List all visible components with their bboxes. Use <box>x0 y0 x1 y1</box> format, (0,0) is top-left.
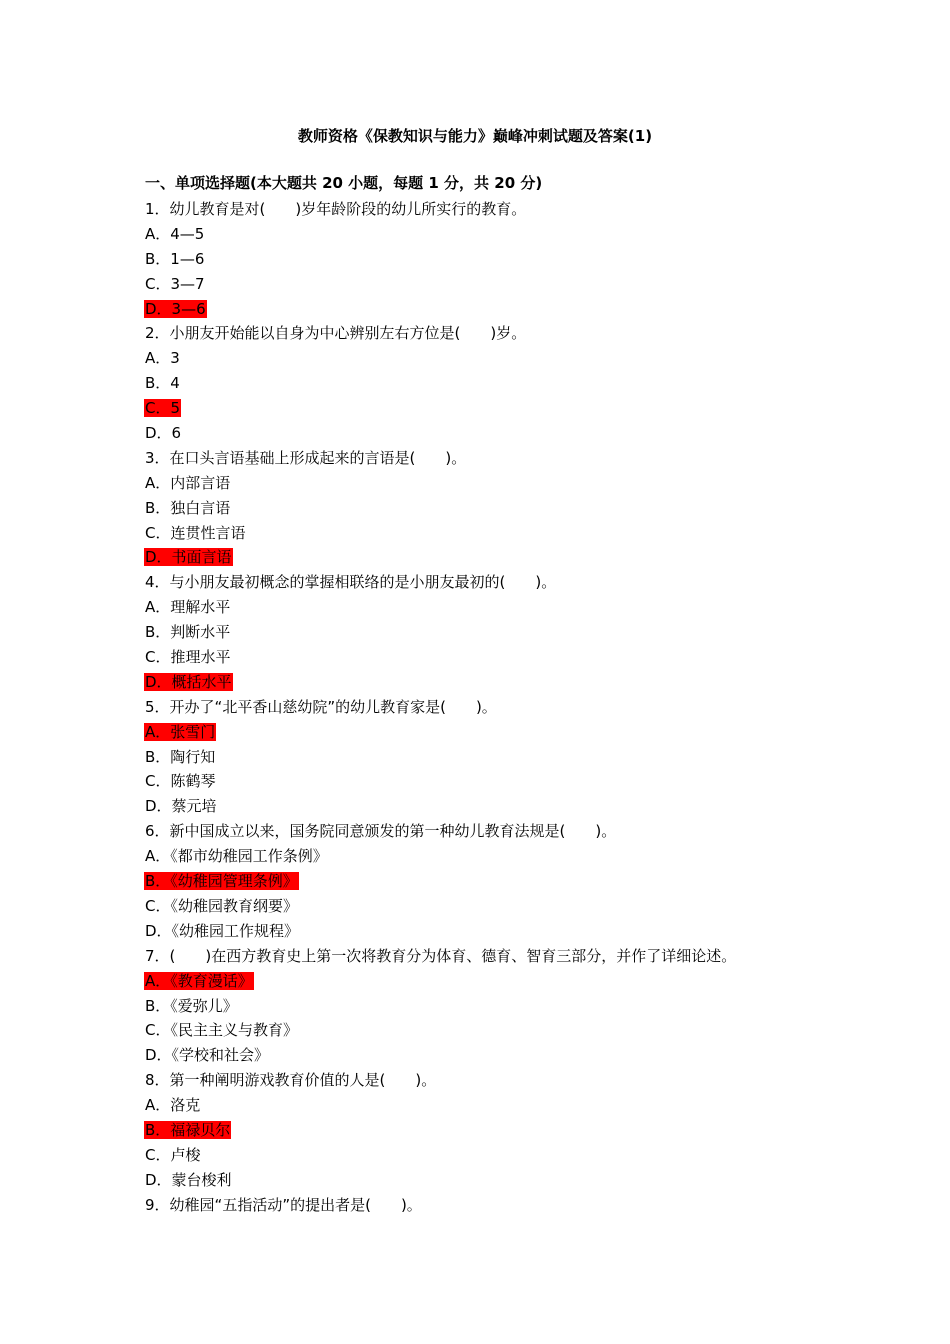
answer-option-text: A．张雪门 <box>145 722 216 741</box>
answer-option <box>144 969 844 994</box>
answer-option-text: D．概括水平 <box>145 672 232 691</box>
option <box>144 769 844 794</box>
answer-option <box>144 1118 844 1143</box>
option-text: B．独白言语 <box>145 498 231 517</box>
option-text: D．蒙台梭利 <box>145 1170 232 1189</box>
question-stem <box>144 1068 844 1093</box>
option <box>144 745 844 770</box>
answer-option <box>144 545 844 570</box>
option-text: B．判断水平 <box>145 623 231 642</box>
answer-option <box>144 720 844 745</box>
question-stem-text: 8．第一种阐明游戏教育价值的人是( )。 <box>145 1071 437 1090</box>
question-stem-text: 1．幼儿教育是对( )岁年龄阶段的幼儿所实行的教育。 <box>145 200 527 218</box>
document-title: 教师资格《保教知识与能力》巅峰冲刺试题及答案(1) <box>297 127 653 145</box>
answer-option <box>144 869 844 894</box>
option <box>144 1093 844 1118</box>
option-text: C．推理水平 <box>145 648 231 667</box>
question-stem <box>144 695 844 720</box>
option-text: A．《都市幼稚园工作条例》 <box>145 847 328 866</box>
option-text: D．蔡元培 <box>145 797 217 816</box>
option-text: D．6 <box>145 424 182 443</box>
option-text: C．3—7 <box>145 274 205 293</box>
answer-option-text: A．《教育漫话》 <box>145 971 253 990</box>
answer-option-text: C．5 <box>145 399 181 418</box>
question-stem-text: 2．小朋友开始能以自身为中心辨别左右方位是( )岁。 <box>145 324 527 343</box>
question-stem-text: 6．新中国成立以来，国务院同意颁发的第一种幼儿教育法规是( )。 <box>145 822 617 841</box>
answer-option <box>144 297 844 322</box>
question-stem <box>144 570 844 595</box>
question-stem <box>144 446 844 471</box>
option <box>144 620 844 645</box>
question-stem <box>144 321 844 346</box>
option <box>144 346 844 371</box>
question-stem-text: 7．( )在西方教育史上第一次将教育分为体育、德育、智育三部分，并作了详细论述。 <box>145 946 737 965</box>
option <box>144 496 844 521</box>
option <box>144 595 844 620</box>
option <box>144 1043 844 1068</box>
option-text: C．陈鹤琴 <box>145 772 216 791</box>
option <box>144 844 844 869</box>
option-text: B．4 <box>145 374 180 393</box>
question-stem <box>144 944 844 969</box>
option <box>144 894 844 919</box>
option-text: A．洛克 <box>145 1096 201 1115</box>
question-list <box>144 197 844 1218</box>
question-stem-text: 9．幼稚园“五指活动”的提出者是( )。 <box>145 1195 422 1214</box>
answer-option <box>144 670 844 695</box>
question-stem-text: 4．与小朋友最初概念的掌握相联络的是小朋友最初的( )。 <box>145 573 557 592</box>
option <box>144 222 844 247</box>
option-text: A．理解水平 <box>145 598 231 617</box>
option <box>144 421 844 446</box>
option <box>144 994 844 1019</box>
option-text: C．《幼稚园教育纲要》 <box>145 896 298 915</box>
answer-option-text: D．书面言语 <box>145 548 232 567</box>
question-stem <box>144 819 844 844</box>
option <box>144 272 844 297</box>
option <box>144 1018 844 1043</box>
option-text: A．内部言语 <box>145 473 231 492</box>
option <box>144 371 844 396</box>
option-text: C．《民主主义与教育》 <box>145 1021 298 1040</box>
section-heading: 一、单项选择题(本大题共 20 小题，每题 1 分，共 20 分) <box>145 174 543 192</box>
question-stem-text: 3．在口头言语基础上形成起来的言语是( )。 <box>145 448 467 467</box>
option <box>144 919 844 944</box>
option-text: B．1—6 <box>145 249 205 268</box>
option <box>144 645 844 670</box>
option-text: C．连贯性言语 <box>145 523 246 542</box>
option <box>144 471 844 496</box>
option <box>144 1143 844 1168</box>
question-stem <box>144 1193 844 1218</box>
question-stem <box>144 197 844 222</box>
answer-option-text: D．3—6 <box>145 299 206 318</box>
option-text: A．3 <box>145 349 180 368</box>
option <box>144 247 844 272</box>
option-text: D．《幼稚园工作规程》 <box>145 921 300 940</box>
answer-option <box>144 396 844 421</box>
option <box>144 521 844 546</box>
option-text: B．《爱弥儿》 <box>145 996 238 1015</box>
answer-option-text: B．福禄贝尔 <box>145 1120 231 1139</box>
option-text: C．卢梭 <box>145 1145 201 1164</box>
option <box>144 794 844 819</box>
answer-option-text: B．《幼稚园管理条例》 <box>145 872 298 891</box>
option-text: A．4—5 <box>145 224 205 243</box>
question-stem-text: 5．开办了“北平香山慈幼院”的幼儿教育家是( )。 <box>145 697 497 716</box>
option-text: B．陶行知 <box>145 747 216 766</box>
option <box>144 1168 844 1193</box>
option-text: D．《学校和社会》 <box>145 1046 270 1065</box>
